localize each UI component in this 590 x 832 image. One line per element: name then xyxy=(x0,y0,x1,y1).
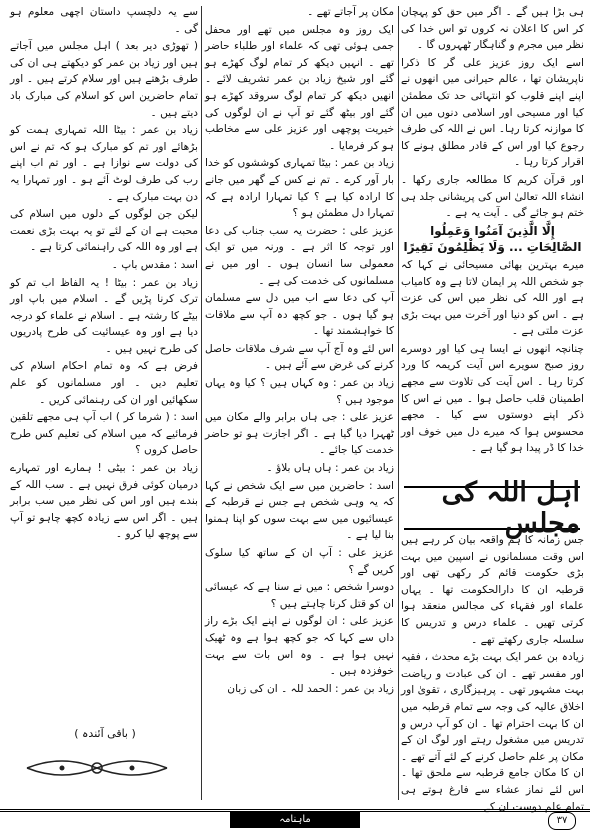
paragraph: اور قرآن کریم کا مطالعہ جاری رکھا ۔ انشاء اللہ تعالیٰ اس کی پریشانی جلد ہی ختم ہو جائے گی ۔ آیت یہ ہے ۔ xyxy=(401,173,584,220)
page-number: ۳۷ xyxy=(548,812,576,830)
dialogue-line: زیاد بن عمر : بیٹا تمہاری کوششوں کو خدا بار آور کرے ۔ تم نے کس کے گھر میں جانے کا ارادہ کیا ہے ؟ کیا تمہارا ارادہ ہے کہ تمہارا دل مطمئن ہو ؟ xyxy=(205,157,394,220)
dialogue-line: عزیز علی : جی ہاں برابر والے مکان میں ٹھہرا دیا گیا ہے ۔ اگر اجازت ہو تو حاضر خدمت کیا جائے ۔ xyxy=(205,411,394,457)
dialogue-line: زیاد بن عمر : الحمد للہ ۔ ان کی زبان xyxy=(227,682,394,695)
dialogue-line: زیاد بن عمر : بیٹی ! ہمارے اور تمہارے درمیان کوئی فرق نہیں ہے ۔ سب اللہ کے بندے ہیں اور اس کی نظر میں سب برابر ہیں ۔ اگر اس سے زیادہ کچھ چاہو تو آپ سے پوچھ لیا کرو ۔ xyxy=(10,462,198,541)
paragraph: میرے بہترین بھائی مسیحائی نے کہا کہ جو شخص اللہ پر ایمان لاتا ہے وہ کامیاب ہے اور اللہ کی نظر میں اس کی عزت ہے ۔ اس کو دنیا اور آخرت میں بہت بڑی عزت ملتی ہے ۔ xyxy=(401,258,584,338)
paragraph: اسے ایک روز عزیز علی گر کا ذکرا ناپریشان تھا ، عالم حیرانی میں انھوں نے اپنے اپنے قلوب کو انتہائی حد تک مطمئن کیا اور مسیحی اور اسلامی دنوں میں ان کا موازنہ کرتا رہا۔ اس نے اللہ کی طرف رجوع کیا اور اس کے قادر مطلق ہونے کا اقرار کرتا رہا ۔ xyxy=(401,56,584,169)
right-column-top xyxy=(401,4,584,482)
paragraph: ایک روز وہ مجلس میں تھے اور محفل جمی ہوئی تھی کہ علماء اور طلباء حاضر تھے ۔ انہیں دیکھ کر تمام لوگ کھڑے ہو گئے اور شیخ زیاد بن عمر تشریف لائے ۔ انھیں دیکھ کر تمام لوگ سروقد کھڑے ہو گئے اور بیٹھ گئے تو آپ نے ان لوگوں کی خیریت پوچھی اور عزیز علی سے مخاطب ہو کر فرمایا ۔ xyxy=(205,23,394,152)
left-column xyxy=(10,4,198,774)
ornament-icon xyxy=(22,752,172,784)
footer-title: ماہنامہ xyxy=(230,812,360,828)
dialogue-line: زیاد بن عمر : وہ کہاں ہیں ؟ کیا وہ یہاں موجود ہیں ؟ xyxy=(205,377,394,406)
paragraph: زیادہ بن عمر ایک بہت بڑے محدث ، فقیہ اور مفسر تھے ۔ ان کی عبادت و ریاضت بہت مشہور تھی ۔ پرہیزگاری ، تقویٰ اور اخلاق عالیہ کی وجہ سے تمام قرطبہ میں ان کا بہت احترام تھا ۔ ان کو آپ درس و تدریس میں مشغول رہتے اور لوگ ان کے مکان پر علم حاصل کرنے کے لئے آتے تھے ۔ ان کا مکان جامع قرطبہ سے ملحق تھا ۔ اس لئے نماز عشاء سے فارغ ہوتے ہی تمام علم دوست ان کے xyxy=(401,651,584,813)
paragraph: ( تھوڑی دیر بعد ) اہل مجلس میں آجاتے ہیں اور زیاد بن عمر کو دیکھتے ہی ان کی طرف بڑھتے ہیں اور سلام کرتے ہیں ۔ اور تمام حاضرین اس کو اسلام کی مبارک باد دیتے ہیں ۔ xyxy=(10,40,198,119)
middle-column xyxy=(205,4,394,804)
quranic-verse: إِلَّا الَّذِينَ آمَنُوا وَعَمِلُوا الصَّالِحَاتِ ... وَلَا يَظْلِمُونَ نَقِيرًا xyxy=(403,223,582,255)
paragraph: فرض ہے کہ وہ تمام احکام اسلام کی تعلیم دیں ۔ اور مسلمانوں کو علم سکھائیں اور ان کی رہنمائی کریں ۔ xyxy=(10,360,198,406)
paragraph: جس زمانہ کا ہم واقعہ بیان کر رہے ہیں اس وقت مسلمانوں نے اسپین میں بہت بڑی حکومت قائم کر رکھی تھی اور قرطبہ ان کا دارالحکومت تھا ۔ یہاں علماء اور فقہاء کی مجالس منعقد ہوا کرتی تھیں ۔ علماء درس و تدریس کا سلسلہ جاری رکھتے تھے ۔ xyxy=(401,534,584,646)
paragraph: ہی بڑا ہیں گے ۔ اگر میں حق کو پہچان کر اس کا اعلان نہ کروں تو اس خدا کی نظر میں مجرم و گناہگار ٹھہروں گا ۔ xyxy=(401,6,584,52)
dialogue-line: عزیز علی : ان لوگوں نے اپنے ایک بڑے راز داں سے کہا کہ جو کچھ ہوا ہے وہ ٹھیک نہیں ہوا ہے ۔ وہ اس بات سے بہت خوفزدہ ہیں ۔ xyxy=(205,615,394,678)
paragraph: اس لئے وہ آج آپ سے شرف ملاقات حاصل کرنے کی غرض سے آئے ہیں ۔ xyxy=(205,342,394,372)
section-heading: اہل اللہ کی مجلس xyxy=(404,486,580,530)
dialogue-line: زیاد بن عمر : ہاں ہاں بلاؤ ۔ xyxy=(266,462,394,475)
dialogue-line: اسد : مقدس باپ ۔ xyxy=(111,258,198,271)
dialogue-line: اسد : حاضرین میں سے ایک شخص نے کہا کہ یہ وہی شخص ہے جس نے قرطبہ کے عیسائیوں میں سے بہت سوں کو اپنا ہمنوا بنا لیا ہے ۔ xyxy=(205,479,394,542)
dialogue-line: دوسرا شخص : میں نے سنا ہے کہ عیسائی ان کو قتل کرنا چاہتے ہیں ؟ xyxy=(205,581,394,610)
paragraph: آپ کی دعا سے اب میں دل سے مسلمان ہو گیا ہوں ۔ جو کچھ دہ آپ سے ملاقات کا خواہشمند تھا ۔ xyxy=(205,292,394,338)
dialogue-line: عزیز علی : آپ ان کے ساتھ کیا سلوک کریں گے ؟ xyxy=(205,547,394,576)
paragraph: لیکن جن لوگوں کے دلوں میں اسلام کی محبت ہے ان کے لئے تو یہ بہت بڑی نعمت ہے اور وہ اللہ کی راہنمائی کرتا ہے ۔ xyxy=(10,208,198,254)
column-rule-left xyxy=(201,6,202,800)
paragraph: چنانچہ انھوں نے ایسا ہی کیا اور دوسرے روز صبح سویرے اس آیت کریمہ کا ورد کرتا رہا ۔ اس آیت کی تلاوت سے مجھے اطمینان قلب حاصل ہوا ۔ میں نے اس کا ذکر اپنے دوستوں سے کیا ۔ مجھے محسوس ہوا کہ میرے دل میں خوف اور خدا کا ڈر پیدا ہو گیا ہے ۔ xyxy=(401,342,584,455)
paragraph: مکان پر آجاتے تھے ۔ xyxy=(307,6,394,18)
dialogue-line: اسد : ( شرما کر ) اب آپ ہی مجھے تلقین فرمائیے کہ میں اسلام کی تعلیم کس طرح حاصل کروں ؟ xyxy=(10,411,198,457)
dialogue-line: عزیز علی : حضرت یہ سب جناب کی دعا اور توجہ کا اثر ہے ۔ ورنہ میں تو ایک معمولی سا انسان ہوں ۔ اور میں نے مسلمانوں کی خدمت کی ہے ۔ xyxy=(205,224,394,287)
paragraph: سے یہ دلچسپ داستان اچھی معلوم ہو گی ۔ xyxy=(10,6,198,35)
continued-note: ( باقی آئندہ ) xyxy=(74,727,136,740)
dialogue-line: زیاد بن عمر : بیٹا ! یہ الفاظ اب تم کو ترک کرنا پڑیں گے ۔ اسلام میں باپ اور بیٹے کا رشتہ ہے ۔ اسلام نے علماء کو درجہ دیا ہے اور وہ عیسائیت کی طرح پادریوں کی طرح نہیں ہیں ۔ xyxy=(10,276,198,355)
right-column-bottom xyxy=(401,532,584,813)
dialogue-line: زیاد بن عمر : بیٹا اللہ تمہاری ہمت کو بڑھائے اور تم کو مبارک ہو کہ تم نے اس کی دولت سے نوازا ہے ۔ اور تم اب اپنے رب کی طرف لوٹ آئے ہو ۔ اور تمہارا یہ دن بہت مبارک ہے ۔ xyxy=(10,124,198,203)
column-rule-right xyxy=(398,6,399,800)
